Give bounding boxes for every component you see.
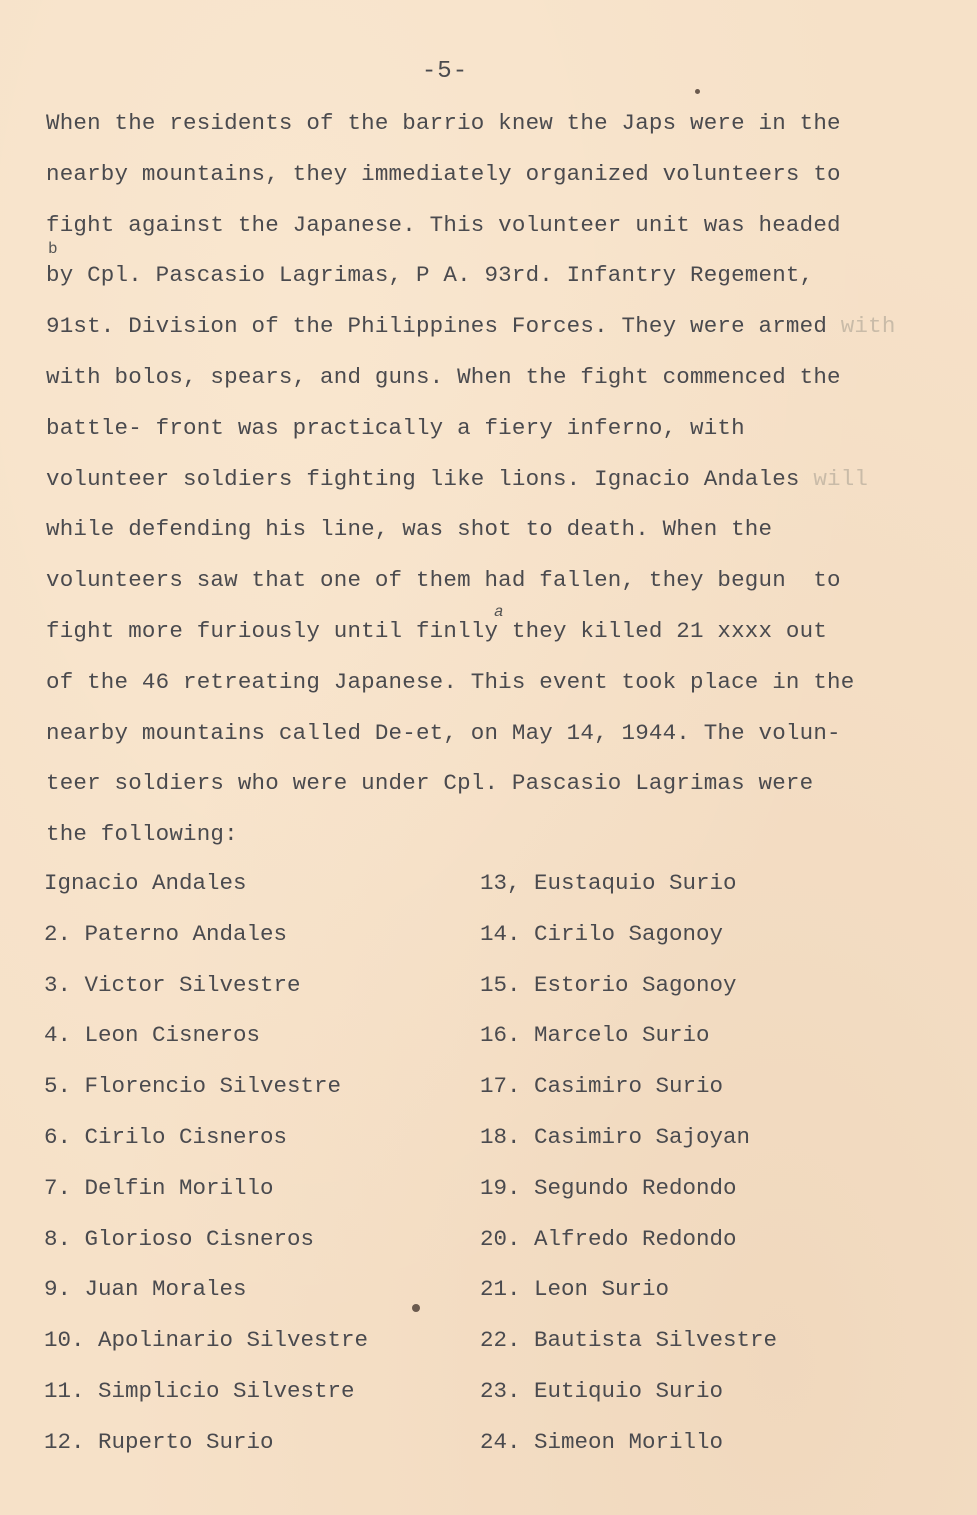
list-item <box>0 1374 977 1425</box>
paragraph-line: fight against the Japanese. This volunteer unit was headed <box>46 211 841 238</box>
volunteer-name: 22. Bautista Silvestre <box>480 1327 778 1354</box>
volunteer-name: 9. Juan Morales <box>44 1276 247 1303</box>
paragraph-line <box>46 462 956 513</box>
paragraph-line: the following: <box>46 821 238 848</box>
list-item <box>0 1425 977 1476</box>
volunteer-name: 14. Cirilo Sagonoy <box>480 920 724 947</box>
list-item <box>0 917 977 968</box>
list-item <box>0 1272 977 1323</box>
list-item <box>0 1018 977 1069</box>
paragraph-line: volunteers saw that one of them had fallen, they begun to <box>46 567 841 594</box>
volunteer-name: 11. Simplicio Silvestre <box>44 1377 355 1404</box>
volunteer-name: 19. Segundo Redondo <box>480 1174 737 1201</box>
narrative-paragraph <box>46 106 956 868</box>
volunteer-name: 6. Cirilo Cisneros <box>44 1123 288 1150</box>
volunteer-name: 4. Leon Cisneros <box>44 1022 261 1049</box>
page-number: -5- <box>421 58 469 85</box>
ink-spot <box>695 89 700 94</box>
paragraph-line: with bolos, spears, and guns. When the fight commenced the <box>46 363 841 390</box>
handwritten-correction: a <box>494 603 504 621</box>
volunteer-name: 12. Ruperto Surio <box>44 1428 274 1455</box>
paragraph-line: teer soldiers who were under Cpl. Pascasio Lagrimas were <box>46 770 814 797</box>
volunteer-name: 17. Casimiro Surio <box>480 1073 724 1100</box>
paragraph-line: battle- front was practically a fiery inferno, with <box>46 414 745 441</box>
handwritten-correction: b <box>48 240 58 258</box>
margin-fragment: with <box>840 313 896 340</box>
paragraph-line-text: 91st. Division of the Philippines Forces. They were armed <box>46 313 828 340</box>
paragraph-line: When the residents of the barrio knew the Japs were in the <box>46 110 841 136</box>
paragraph-line: nearby mountains, they immediately organized volunteers to <box>46 160 841 187</box>
volunteer-name: 23. Eutiquio Surio <box>480 1377 724 1404</box>
volunteer-name: Ignacio Andales <box>44 870 247 896</box>
volunteer-name: 10. Apolinario Silvestre <box>44 1327 369 1354</box>
paragraph-line: while defending his line, was shot to death. When the <box>46 516 773 543</box>
list-item <box>0 1222 977 1273</box>
list-item <box>0 1323 977 1374</box>
volunteer-name: 7. Delfin Morillo <box>44 1174 274 1201</box>
list-item <box>0 866 977 917</box>
volunteer-name: 16. Marcelo Surio <box>480 1022 710 1049</box>
volunteer-name: 8. Glorioso Cisneros <box>44 1225 315 1252</box>
paragraph-line: by Cpl. Pascasio Lagrimas, P A. 93rd. Infantry Regement, <box>46 262 814 289</box>
volunteer-name: 13, Eustaquio Surio <box>480 870 737 896</box>
volunteer-list <box>0 866 977 1476</box>
volunteer-name: 5. Florencio Silvestre <box>44 1073 342 1100</box>
list-item <box>0 968 977 1019</box>
volunteer-name: 3. Victor Silvestre <box>44 971 301 998</box>
paragraph-line: fight more furiously until finlly they killed 21 xxxx out <box>46 617 828 644</box>
paragraph-line: of the 46 retreating Japanese. This event took place in the <box>46 668 855 695</box>
volunteer-name: 20. Alfredo Redondo <box>480 1225 737 1252</box>
paragraph-line: nearby mountains called De-et, on May 14, 1944. The volun- <box>46 719 841 746</box>
margin-fragment: will <box>813 465 869 492</box>
volunteer-name: 21. Leon Surio <box>480 1276 670 1303</box>
list-item <box>0 1171 977 1222</box>
paragraph-line-text: volunteer soldiers fighting like lions. Ignacio Andales <box>46 465 800 492</box>
volunteer-name: 2. Paterno Andales <box>44 920 288 947</box>
list-item <box>0 1069 977 1120</box>
volunteer-name: 15. Estorio Sagonoy <box>480 971 737 998</box>
paragraph-line <box>46 309 956 360</box>
volunteer-name: 24. Simeon Morillo <box>480 1428 724 1455</box>
volunteer-name: 18. Casimiro Sajoyan <box>480 1123 751 1150</box>
list-item <box>0 1120 977 1171</box>
